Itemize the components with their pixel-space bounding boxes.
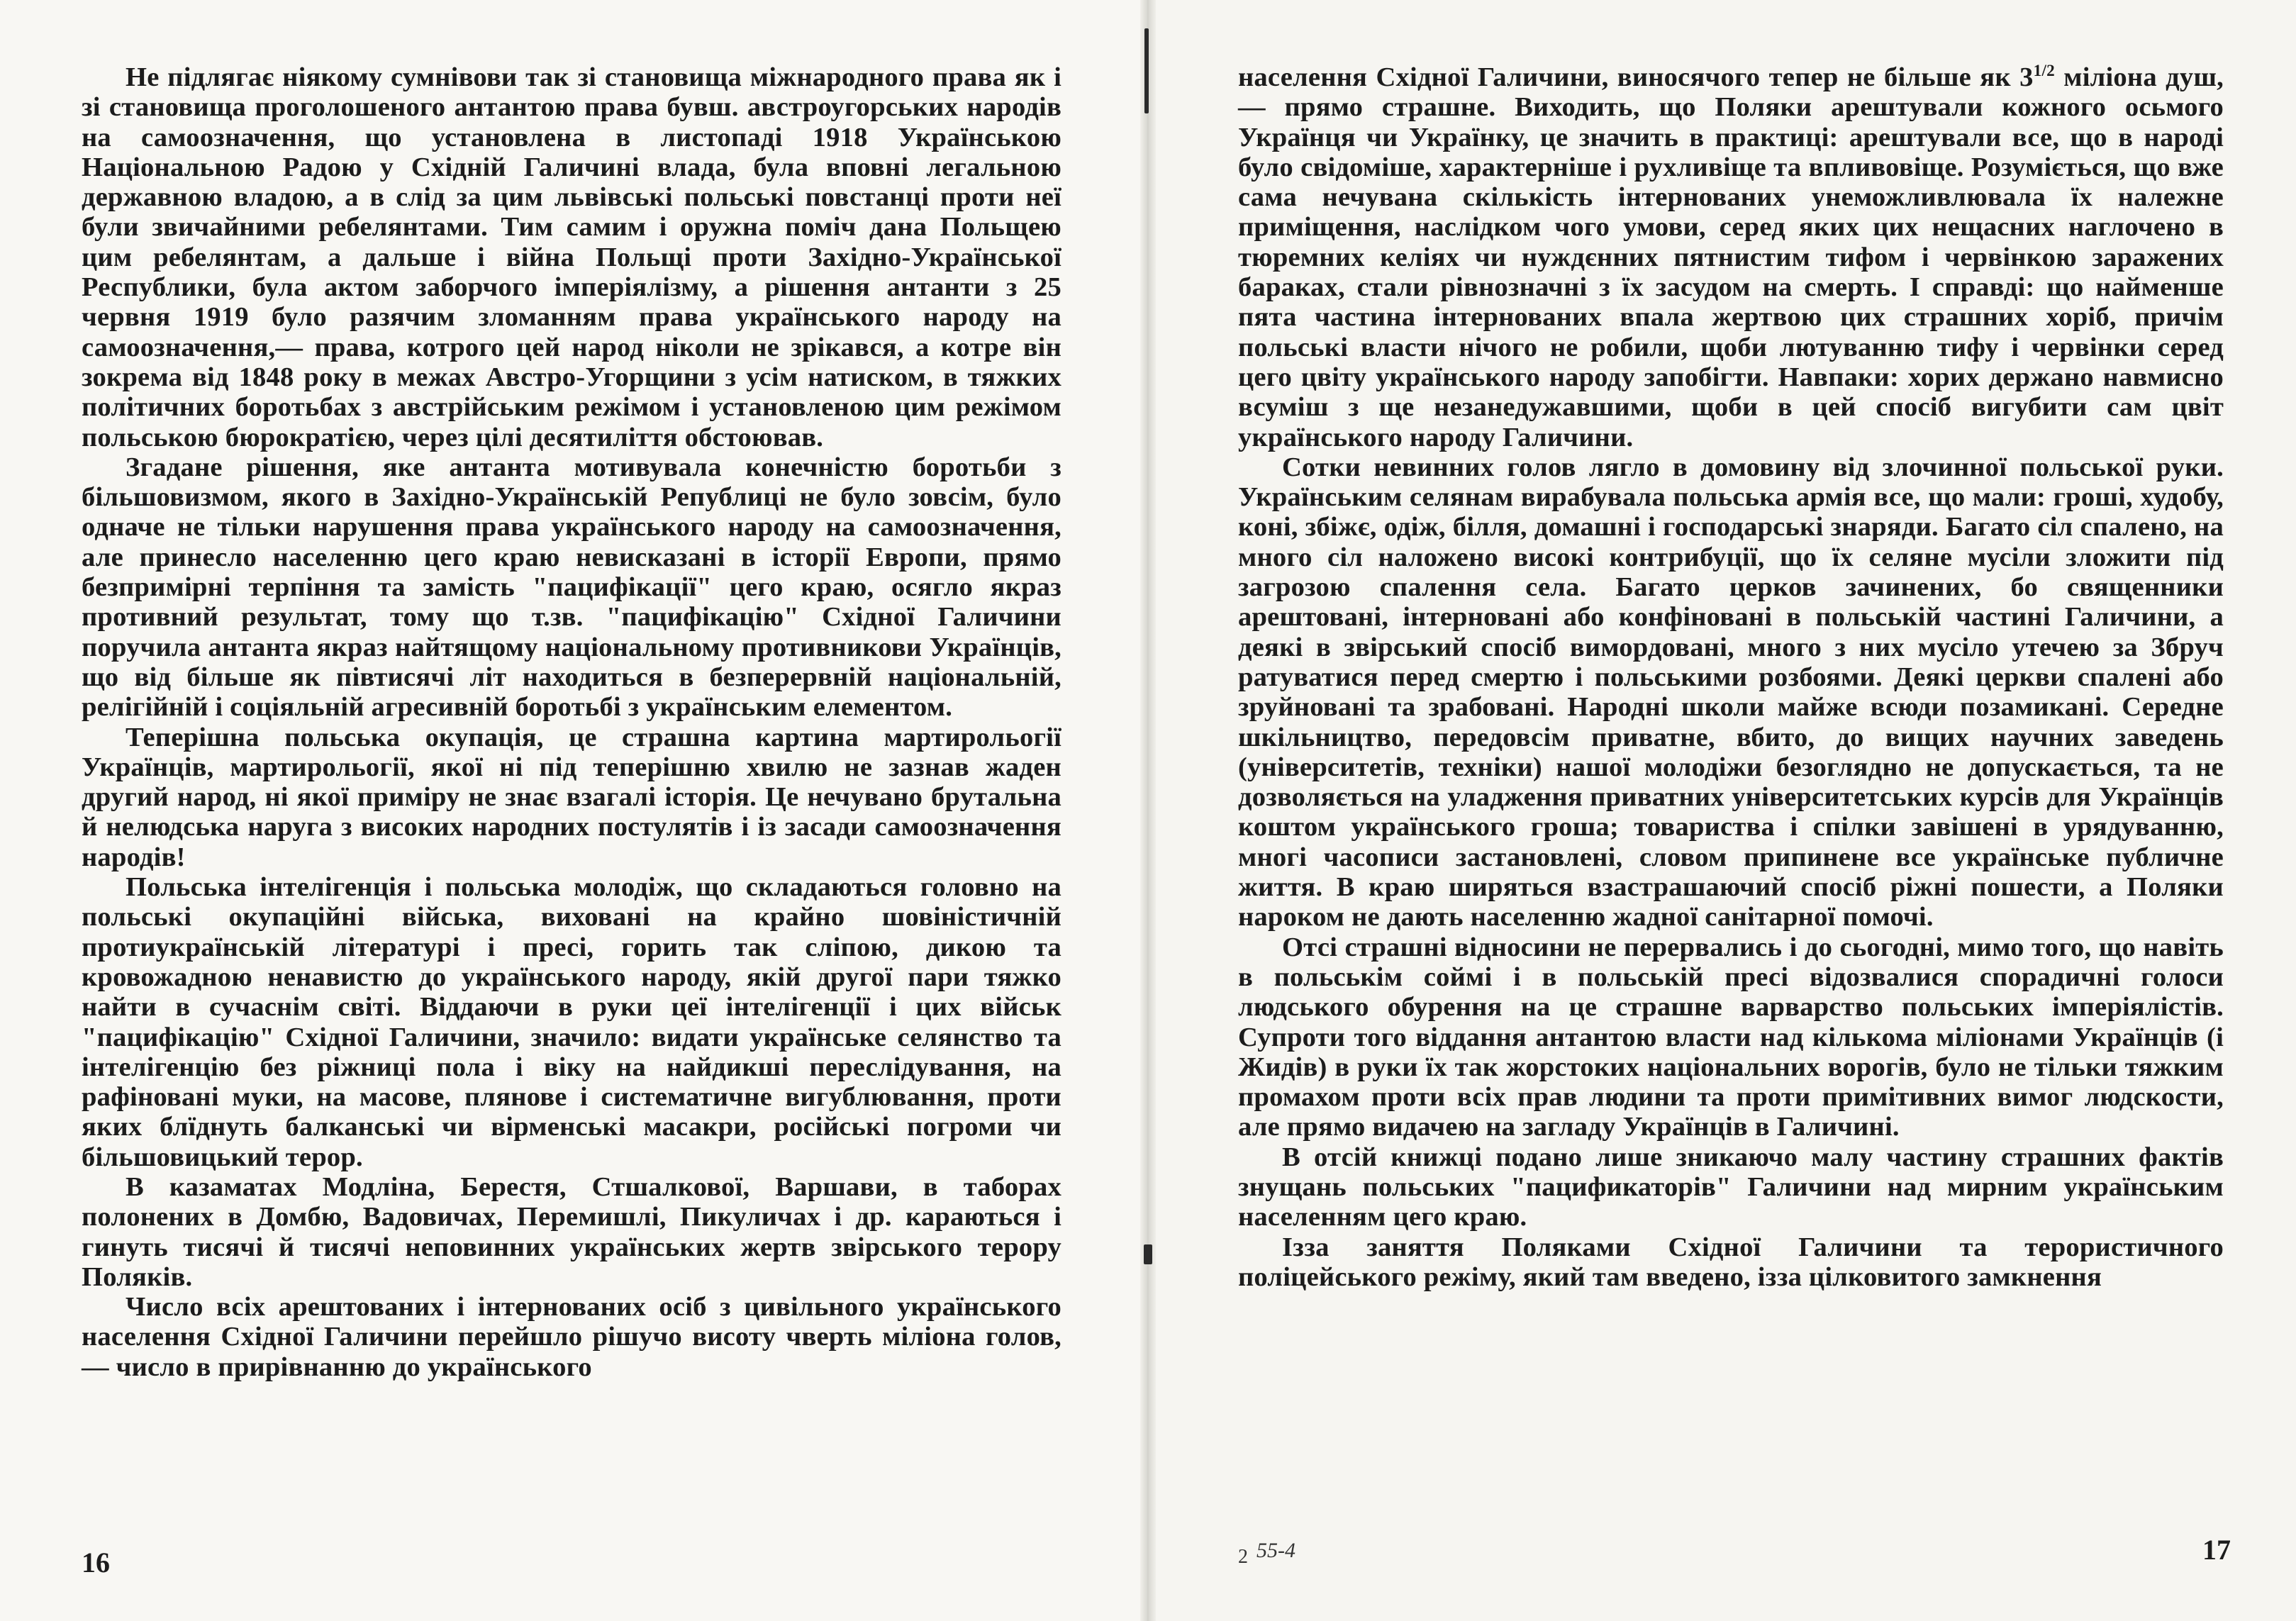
paragraph: Ізза заняття Поляками Східної Галичини та терористичного поліцейського режіму, який там введено, ізза цілковитого замкнення: [1238, 1232, 2224, 1292]
book-gutter: [1140, 0, 1156, 1621]
paragraph: Теперішна польська окупація, це страшна картина мартирольогії Українців, мартирольогії, якої ні під теперішню хвилю не зазнав жаден другий народ, ні якої приміру не знає взагалі історія. Це нечувано брутальна й нелюдська наруга з високих народних постулятів і із засади самоозначення народів!: [82, 722, 1061, 872]
paragraph: Не підлягає ніякому сумнівови так зі становища міжнародного права як і зі становища проголошеного антантою права бувш. австроугорських народів на самоозначення, що установлена в листопаді 1918 Українською Національною Радою у Східній Галичині влада, була вповні легальною державною владою, а в слід за цим львівські польські повстанці проти неї були звичайними ребелянтами. Тим самим і оружна поміч дана Польщею цим ребелянтам, а дальше і війна Польщі проти Західно-Української Республики, була актом заборчого імперіялізму, а рішення антанти з 25 червня 1919 було разячим зломанням права українського народу на самоозначення,— права, котрого цей народ ніколи не зрікався, а котре він зокрема від 1848 року в межах Австро-Угорщини з усім натиском, в тяжких політичних боротьбах з австрійським режімом і установленою цим режімом польською бюрократією, через цілі десятиліття обстоював.: [82, 62, 1061, 452]
paragraph: Число всіх арештованих і інтернованих осіб з цивільного українського населення Східної Галичини перейшло рішучо висоту чверть міліона голов,— число в прирівнанню до українського: [82, 1292, 1061, 1382]
paragraph: Отсі страшні відносини не перервались і до сьогодні, мимо того, що навіть в польськім соймі і в польській пресі відозвалися спорадичні голоси людського обурення на це страшне варварство польських імперіялістів. Супроти того віддання антантою власти над кількома міліонами Українців (і Жидів) в руки їх так жорстоких національних ворогів, було не тільки тяжким промахом проти всіх прав людини та проти примітивних вимог людскости, але прямо видачею на загладу Українців в Галичині.: [1238, 932, 2224, 1142]
signature-code: 55-4: [1256, 1539, 1295, 1562]
left-page-text: [82, 62, 1061, 1382]
paragraph: Згадане рішення, яке антанта мотивувала конечністю боротьби з більшовизмом, якого в Західно-Українській Републиці не було зовсім, було одначе не тільки нарушення права українського народу на самоозначення, але принесло населенню цего краю невисказані в історії Европи, прямо безпримірні терпіння та замість "пацифікації" цего краю, осягло якраз противний результат, тому що т.зв. "пацифікацію" Східної Галичини поручила антанта якраз найтящому національному противникови Українців, що від більше як півтисячі літ находиться в безперервній національній, релігійній і соціяльній агресивній боротьбі з українським елементом.: [82, 452, 1061, 723]
text-run: міліона душ,— прямо страшне. Виходить, що Поляки арештували кожного осьмого Українця чи Українку, це значить в практиці: арештували все, що в народі було свідоміше, характерніше і рухливіще та впливовіще. Розуміється, що вже сама нечувана скількість інтернованих унеможливлювала їх належне приміщення, наслідком чого умови, серед яких цих нещасних наглочено в тюремних келіях чи нуждєнних пятнистим тифом і червінкою заражених бараках, стали рівнозначні з їх засудом на смерть. І справді: що найменше пята частина інтернованих впала жертвою цих страшних хоріб, причім польські власти нічого не робили, щоби лютуванню тифу і червінки серед цего цвіту українського народу запобігти. Навпаки: хорих держано навмисно всуміш з ще незанедужавшими, щоби в цей спосіб вигубити сам цвіт українського народу Галичини.: [1238, 62, 2224, 452]
paragraph: Польська інтелігенція і польська молодіж, що складаються головно на польські окупаційні війська, виховані на крайно шовіністичній протиукраїнській літературі і пресі, горить так сліпою, дикою та кровожадною ненавистю до українського народу, якій другої пари тяжко найти в сучаснім світі. Віддаючи в руки цеї інтелігенції і цих військ "пацифікацію" Східної Галичини, значило: видати українське селянство та інтелігенцію без ріжниці пола і віку на найдикші переслідування, на рафіновані муки, на масове, плянове і систематичне вигублювання, проти яких блїднуть балканські чи вірменські масакри, російські погроми чи більшовицький терор.: [82, 872, 1061, 1172]
gutter-mark: [1144, 1244, 1152, 1264]
text-run: населення Східної Галичини, виносячого тепер не більше як 3: [1238, 62, 2034, 92]
paragraph: Сотки невинних голов лягло в домовину від злочинної польської руки. Українським селянам вирабувала польська армія все, що мали: гроші, худобу, коні, збіжє, одіж, білля, домашні і господарські знаряди. Багато сіл спалено, на много сіл наложено високі контрибуції, що їх селяне мусіли зложити під загрозою спалення села. Багато церков зачинених, бо священники арештовані, інтерновані або конфіновані в польській частині Галичини, а деякі в звірський спосіб вимордовані, много з них мусіло утечею за Збруч ратуватися перед смертю і польськими розбоями. Деякі церкви спалені або зруйновані та зрабовані. Народні школи майже всюди позамикані. Середне шкільництво, передовсім приватне, вбито, до вищих научних заведень (університетів, техніки) нашої молодіжи безоглядно не допускається, та не дозволяється на уладження приватних університетських курсів для Українців коштом українського гроша; товариства і спілки завішені в урядуванню, многі часописи застановлені, словом припинене все українське публичне життя. В краю ширяться взастрашаючий спосіб ріжні пошести, а Поляки нароком не дають населенню жадної санітарної помочі.: [1238, 452, 2224, 932]
gutter-mark: [1144, 28, 1149, 113]
paragraph-continued: [1238, 62, 2224, 452]
right-page-text: [1238, 62, 2224, 1292]
paragraph: В отсій книжці подано лише зникаючо малу частину страшних фактів знущань польських "пацификаторів" Галичини над мирним українським населенням цего краю.: [1238, 1142, 2224, 1232]
signature-number: 2: [1238, 1546, 1248, 1568]
paragraph: В казаматах Модліна, Берестя, Стшалкової, Варшави, в таборах полонених в Домбю, Вадовичах, Перемишлі, Пикуличах і др. караються і гинуть тисячі й тисячі неповинних українських жертв звірського терору Поляків.: [82, 1171, 1061, 1292]
fraction: 1/2: [2033, 62, 2055, 81]
page-number-right: 17: [2202, 1534, 2231, 1566]
page-number-left: 16: [82, 1547, 110, 1578]
right-page: [1148, 0, 2296, 1621]
printer-signature: [1238, 1539, 1295, 1568]
